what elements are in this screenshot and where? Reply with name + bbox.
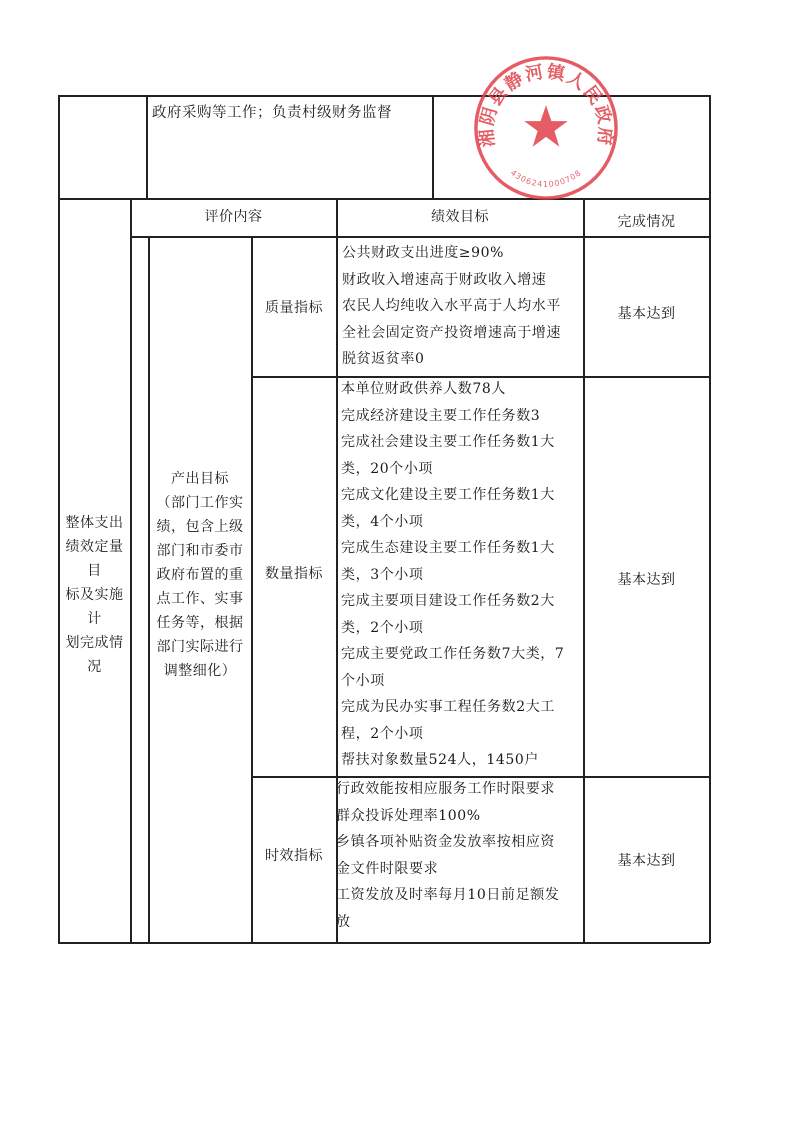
left-label-line: 划完成情况 [65, 635, 124, 675]
svg-text:4306241000708 [509, 168, 584, 189]
target-line: 帮扶对象数量524人，1450户 [341, 752, 539, 768]
table-border-bottom [58, 942, 710, 944]
header-performance-target: 绩效目标 [431, 209, 489, 225]
target-line: 本单位财政供养人数78人 [341, 381, 507, 397]
top-row-text: 政府采购等工作；负责村级财务监督 [152, 105, 392, 121]
target-line: 公共财政支出进度≥90% [342, 245, 505, 261]
target-line: 类，3个小项 [341, 566, 424, 583]
target-line: 脱贫返贫率0 [342, 351, 425, 367]
header-evaluation-content: 评价内容 [204, 209, 263, 225]
timeliness-target-list [336, 776, 582, 935]
output-label-line: 产出目标 [171, 471, 229, 487]
output-label-line: 点工作、实事 [156, 591, 244, 607]
target-line: 完成社会建设主要工作任务数1大 [341, 434, 555, 450]
left-label-line: 标及实施计 [65, 587, 124, 627]
target-line: 完成主要党政工作任务数7大类，7 [341, 646, 565, 662]
timeliness-status: 基本达到 [617, 853, 676, 869]
divider-top-row-left [146, 95, 148, 199]
target-line: 工资发放及时率每月10日前足额发 [336, 887, 560, 903]
target-line: 乡镇各项补贴资金发放率按相应资 [336, 834, 555, 850]
left-label-line: 绩效定量目 [65, 539, 124, 579]
target-line: 放 [336, 913, 351, 930]
target-line: 财政收入增速高于财政收入增速 [342, 271, 547, 288]
seal-code: 4306241000708 [508, 168, 584, 189]
target-line: 程，2个小项 [341, 725, 424, 742]
output-label-line: 部门实际进行 [156, 639, 244, 655]
target-line: 类，4个小项 [341, 513, 424, 530]
quantity-status: 基本达到 [617, 572, 676, 588]
output-label-line: （部门工作实 [156, 495, 244, 511]
target-line: 类，2个小项 [341, 619, 424, 636]
header-completion-status: 完成情况 [617, 214, 676, 230]
output-label-line: 绩，包含上级 [156, 519, 244, 535]
divider-col-label [130, 198, 132, 943]
overall-expenditure-label [59, 511, 130, 679]
quality-status: 基本达到 [617, 306, 676, 322]
seal-text: 湘阴县静河镇人民政府 [477, 62, 615, 148]
target-line: 完成生态建设主要工作任务数1大 [341, 540, 555, 556]
quality-indicator-label: 质量指标 [265, 300, 323, 316]
target-line: 完成主要项目建设工作任务数2大 [341, 593, 555, 609]
official-seal [472, 54, 620, 202]
divider-top-row-right [432, 95, 434, 199]
table-border-right [709, 95, 711, 943]
target-line: 个小项 [341, 672, 385, 689]
divider-col-indicator [251, 236, 253, 943]
quality-target-list [342, 240, 582, 373]
output-label-line: 调整细化） [163, 663, 237, 679]
output-label-line: 政府布置的重 [156, 567, 244, 583]
target-line: 全社会固定资产投资增速高于增速 [342, 324, 561, 341]
quantity-indicator-label: 数量指标 [265, 566, 323, 582]
seal-star-icon [524, 105, 567, 146]
target-line: 类，20个小项 [341, 460, 434, 477]
quantity-target-list [341, 376, 581, 774]
target-line: 完成经济建设主要工作任务数3 [341, 407, 541, 424]
target-line: 完成文化建设主要工作任务数1大 [341, 487, 555, 503]
target-line: 完成为民办实事工程任务数2大工 [341, 699, 555, 715]
output-target-label [149, 467, 251, 683]
output-label-line: 部门和市委市 [156, 543, 244, 559]
timeliness-indicator-label: 时效指标 [265, 848, 323, 864]
target-line: 行政效能按相应服务工作时限要求 [336, 781, 555, 797]
target-line: 群众投诉处理率100% [336, 807, 481, 824]
divider-header-bottom [130, 236, 710, 238]
target-line: 金文件时限要求 [336, 860, 439, 877]
target-line: 农民人均纯收入水平高于人均水平 [342, 298, 561, 314]
left-label-line: 整体支出 [65, 515, 124, 531]
output-label-line: 任务等，根据 [156, 615, 244, 631]
